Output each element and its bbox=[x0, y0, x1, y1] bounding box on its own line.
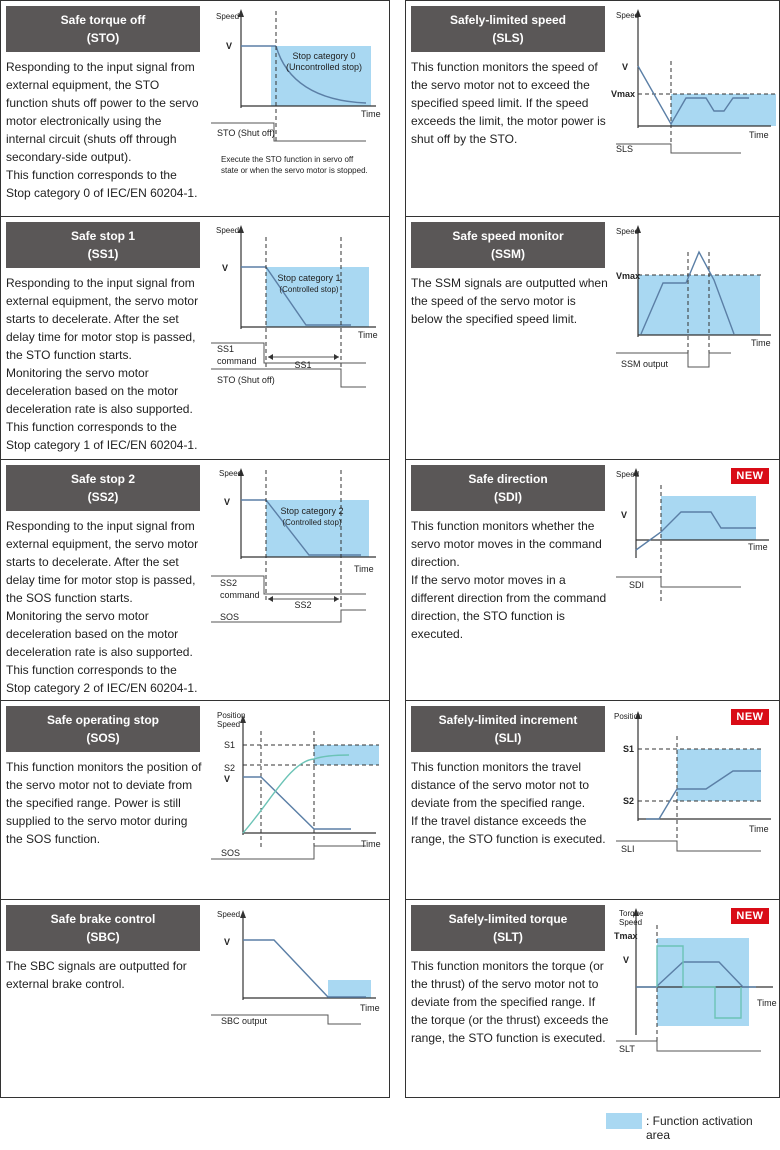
svg-text:SOS: SOS bbox=[221, 848, 241, 858]
svg-text:Time: Time bbox=[361, 109, 381, 119]
svg-text:Stop category 0: Stop category 0 bbox=[292, 51, 356, 61]
svg-text:SOS: SOS bbox=[220, 612, 240, 622]
sli-title: Safely-limited increment (SLI) bbox=[411, 706, 605, 752]
sbc-cell bbox=[0, 899, 390, 1098]
sto-title: Safe torque off (STO) bbox=[6, 6, 200, 52]
svg-text:S2: S2 bbox=[623, 796, 635, 806]
ss1-description: Responding to the input signal from external equipment, the servo motor starts to decelerate. After the set delay time for motor stop is passed, the STO function starts. Monitoring the servo motor deceleration based on the motor deceleration rate is also supported. This function corresponds to the Stop category 1 of IEC/EN 60204-1. bbox=[6, 276, 199, 452]
ss2-diagram bbox=[206, 460, 386, 702]
sbc-title: Safe brake control (SBC) bbox=[6, 905, 200, 951]
sos-title: Safe operating stop (SOS) bbox=[6, 706, 200, 752]
ss2-title: Safe stop 2 (SS2) bbox=[6, 465, 200, 511]
sos-description: This function monitors the position of the servo motor not to deviate from the specified range. Power is still supplied to the servo motor during the SOS function. bbox=[6, 760, 202, 846]
new-badge: NEW bbox=[731, 908, 769, 924]
ssm-cell bbox=[405, 216, 780, 460]
svg-text:SDI: SDI bbox=[629, 580, 645, 590]
svg-text:SBC output: SBC output bbox=[221, 1016, 268, 1026]
svg-text:Torque: Torque bbox=[619, 909, 644, 918]
svg-text:STO (Shut off): STO (Shut off) bbox=[217, 128, 275, 138]
svg-text:Speed: Speed bbox=[616, 470, 640, 479]
svg-text:Position: Position bbox=[217, 711, 246, 720]
ss2-cell bbox=[0, 459, 390, 701]
svg-text:Time: Time bbox=[360, 1003, 380, 1013]
legend-swatch bbox=[606, 1113, 642, 1129]
svg-text:Speed: Speed bbox=[216, 226, 240, 235]
svg-text:SLS: SLS bbox=[616, 144, 634, 154]
sbc-diagram bbox=[206, 900, 386, 1099]
svg-text:V: V bbox=[621, 510, 628, 520]
sdi-title: Safe direction (SDI) bbox=[411, 465, 605, 511]
sli-description: This function monitors the travel distance of the servo motor not to deviate from the specified range. If the travel distance exceeds the range, the STO function is executed. bbox=[411, 760, 606, 846]
svg-text:command: command bbox=[220, 590, 260, 600]
sls-description: This function monitors the speed of the servo motor not to exceed the specified speed limit. If the speed exceeds the limit, the motor power is shut off by the STO. bbox=[411, 60, 606, 146]
slt-description: This function monitors the torque (or the thrust) of the servo motor not to deviate from the specified range. If the torque (or the thrust) exceeds the range, the STO function is executed. bbox=[411, 959, 609, 1045]
svg-text:Time: Time bbox=[361, 839, 381, 849]
svg-text:S1: S1 bbox=[224, 740, 236, 750]
svg-text:Speed: Speed bbox=[219, 469, 243, 478]
svg-text:Speed: Speed bbox=[616, 11, 640, 20]
sli-cell bbox=[405, 700, 780, 900]
svg-text:S2: S2 bbox=[224, 763, 236, 773]
svg-text:V: V bbox=[222, 263, 229, 273]
svg-text:(Controlled stop): (Controlled stop) bbox=[279, 285, 339, 294]
new-badge: NEW bbox=[731, 709, 769, 725]
svg-text:V: V bbox=[224, 774, 231, 784]
slt-title: Safely-limited torque (SLT) bbox=[411, 905, 605, 951]
svg-text:SS1: SS1 bbox=[294, 360, 312, 370]
slt-cell bbox=[405, 899, 780, 1098]
svg-text:Speed: Speed bbox=[619, 918, 643, 927]
sls-cell bbox=[405, 0, 780, 217]
svg-text:Execute the STO function in se: Execute the STO function in servo off bbox=[221, 155, 354, 164]
svg-text:Speed: Speed bbox=[217, 720, 241, 729]
svg-text:SS1: SS1 bbox=[217, 344, 235, 354]
new-badge: NEW bbox=[731, 468, 769, 484]
ssm-diagram bbox=[611, 217, 780, 461]
ss1-title: Safe stop 1 (SS1) bbox=[6, 222, 200, 268]
svg-text:Position: Position bbox=[614, 712, 643, 721]
ss2-description: Responding to the input signal from external equipment, the servo motor starts to decelerate. After the set delay time for motor stop is passed, the SOS function starts. Monitoring the servo motor deceleration based on the motor deceleration rate is also supported. This function corresponds to the Stop category 2 of IEC/EN 60204-1. bbox=[6, 519, 199, 695]
svg-text:Tmax: Tmax bbox=[614, 931, 638, 941]
svg-text:SSM output: SSM output bbox=[621, 359, 669, 369]
sto-diagram bbox=[206, 1, 386, 218]
sdi-description: This function monitors whether the servo motor moves in the command direction. If the servo motor moves in a different direction from the command direction, the STO function is executed. bbox=[411, 519, 607, 641]
sos-diagram bbox=[206, 701, 386, 901]
svg-text:V: V bbox=[623, 955, 630, 965]
svg-text:V: V bbox=[224, 937, 231, 947]
svg-text:SS2: SS2 bbox=[220, 578, 238, 588]
svg-text:STO (Shut off): STO (Shut off) bbox=[217, 375, 275, 385]
svg-text:Speed: Speed bbox=[616, 227, 640, 236]
svg-text:SS2: SS2 bbox=[294, 600, 312, 610]
svg-text:Time: Time bbox=[358, 330, 378, 340]
svg-text:Time: Time bbox=[751, 338, 771, 348]
svg-text:Time: Time bbox=[748, 542, 768, 552]
svg-text:Stop category 1: Stop category 1 bbox=[277, 273, 341, 283]
svg-text:S1: S1 bbox=[623, 744, 635, 754]
svg-text:Time: Time bbox=[757, 998, 777, 1008]
svg-text:(Uncontrolled stop): (Uncontrolled stop) bbox=[285, 62, 363, 72]
slt-diagram bbox=[611, 900, 780, 1099]
svg-text:(Controlled stop): (Controlled stop) bbox=[282, 518, 342, 527]
svg-text:Time: Time bbox=[749, 130, 769, 140]
ss1-cell bbox=[0, 216, 390, 460]
svg-text:V: V bbox=[224, 497, 231, 507]
sli-diagram bbox=[611, 701, 780, 901]
svg-text:command: command bbox=[217, 356, 257, 366]
sos-cell bbox=[0, 700, 390, 900]
svg-text:Vmax: Vmax bbox=[616, 271, 641, 281]
legend-label: : Function activation area bbox=[646, 1114, 753, 1142]
sdi-diagram bbox=[611, 460, 780, 702]
ss1-diagram bbox=[206, 217, 386, 461]
svg-text:SLT: SLT bbox=[619, 1044, 635, 1054]
svg-text:Vmax: Vmax bbox=[611, 89, 636, 99]
svg-text:Time: Time bbox=[749, 824, 769, 834]
ssm-title: Safe speed monitor (SSM) bbox=[411, 222, 605, 268]
svg-text:V: V bbox=[622, 62, 629, 72]
svg-text:Speed: Speed bbox=[216, 12, 240, 21]
svg-text:V: V bbox=[226, 41, 233, 51]
svg-text:Speed: Speed bbox=[217, 910, 241, 919]
sto-cell bbox=[0, 0, 390, 217]
ssm-description: The SSM signals are outputted when the speed of the servo motor is below the specified speed limit. bbox=[411, 276, 608, 326]
sto-description: Responding to the input signal from external equipment, the STO function shuts off power to the servo motor electronically using the internal circuit (shuts off through secondary-side output). This function corresponds to the Stop category 0 of IEC/EN 60204-1. bbox=[6, 60, 199, 200]
svg-text:SLI: SLI bbox=[621, 844, 635, 854]
sls-title: Safely-limited speed (SLS) bbox=[411, 6, 605, 52]
svg-text:Stop category 2: Stop category 2 bbox=[280, 506, 344, 516]
sls-diagram bbox=[611, 1, 780, 218]
sbc-description: The SBC signals are outputted for external brake control. bbox=[6, 959, 187, 991]
svg-text:state or when the servo motor: state or when the servo motor is stopped. bbox=[221, 166, 368, 175]
svg-text:Time: Time bbox=[354, 564, 374, 574]
sdi-cell bbox=[405, 459, 780, 701]
